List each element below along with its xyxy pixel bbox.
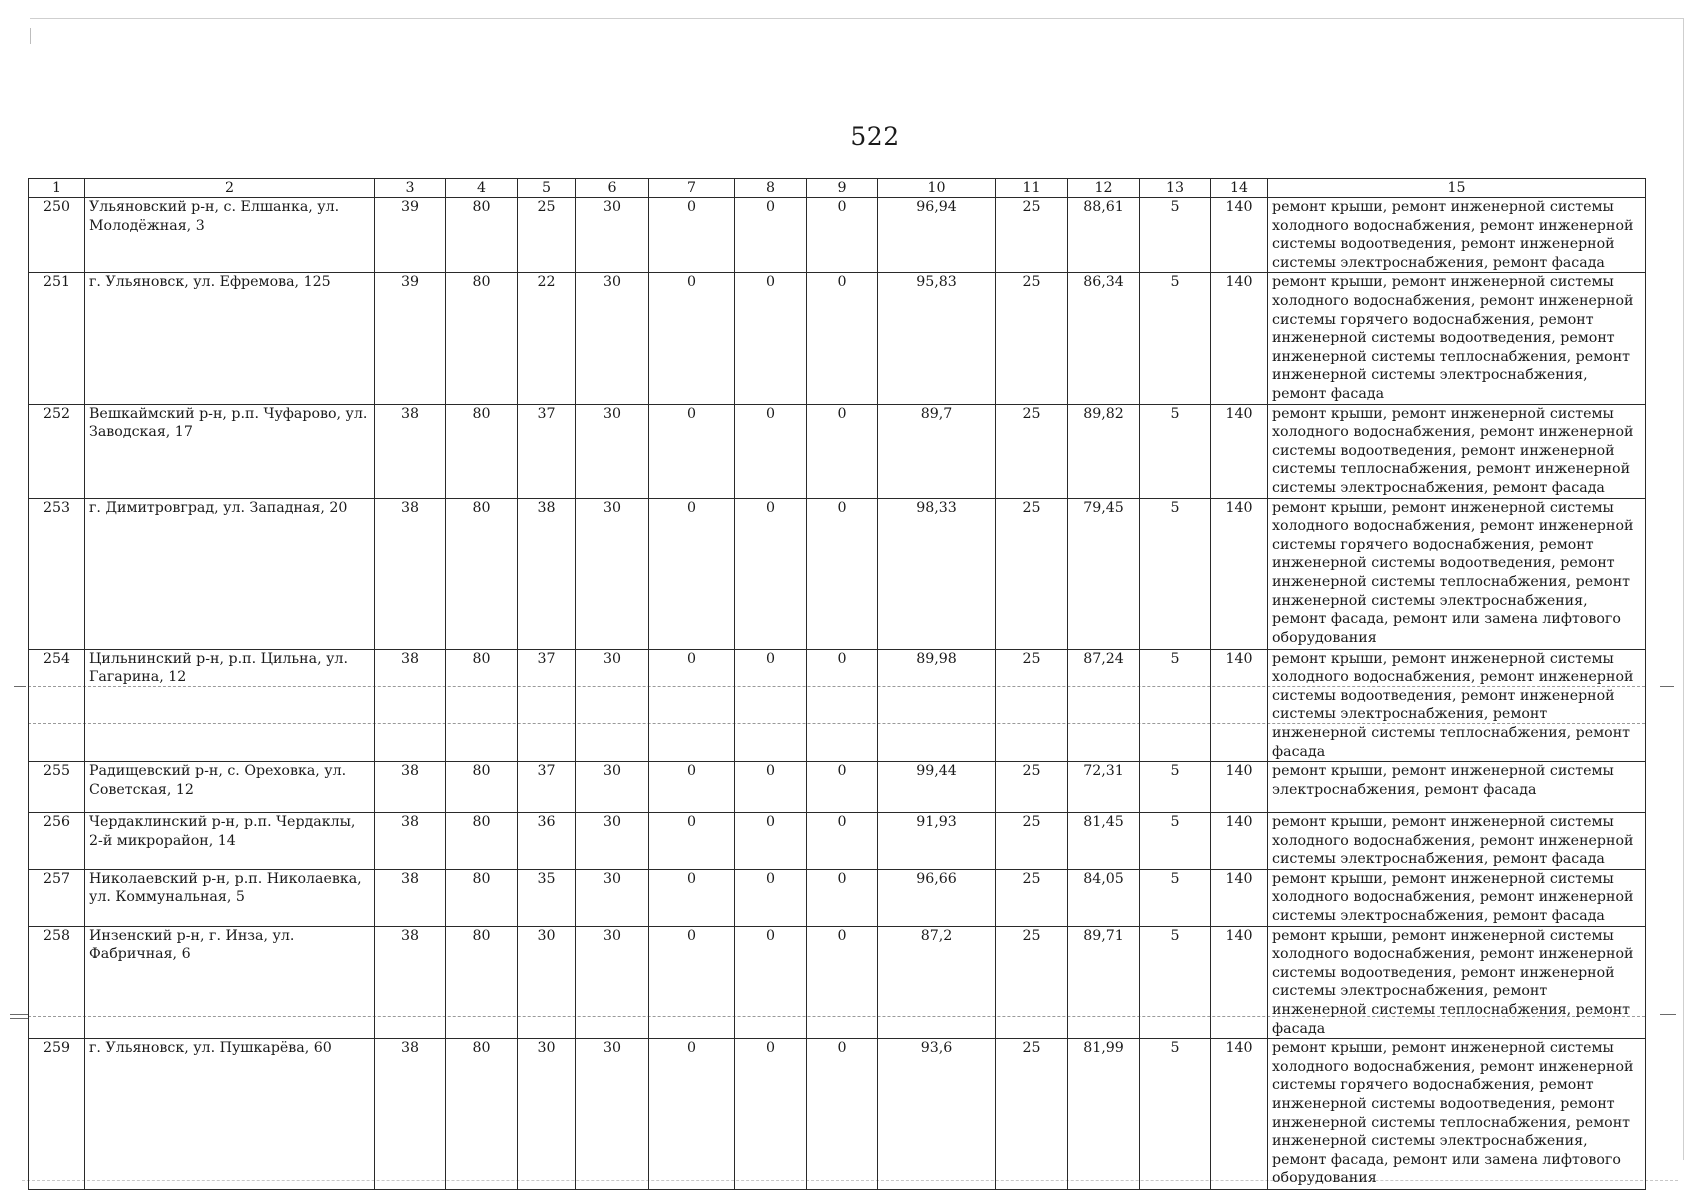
value-cell: 140 xyxy=(1211,813,1268,870)
value-cell: 88,61 xyxy=(1068,198,1140,273)
value-cell: 140 xyxy=(1211,762,1268,813)
value-cell: 140 xyxy=(1211,404,1268,498)
column-header: 10 xyxy=(878,179,996,198)
value-cell: 5 xyxy=(1140,813,1211,870)
value-cell: 0 xyxy=(735,926,807,1039)
value-cell: 0 xyxy=(807,869,878,926)
value-cell: 30 xyxy=(576,813,649,870)
value-cell: 0 xyxy=(649,1039,735,1190)
scan-border-top xyxy=(30,18,1684,19)
address-cell: Ульяновский р-н, с. Елшанка, ул. Молодёжная, 3 xyxy=(85,198,375,273)
value-cell: 0 xyxy=(807,1039,878,1190)
value-cell: 80 xyxy=(446,926,518,1039)
value-cell: 0 xyxy=(649,198,735,273)
value-cell: 0 xyxy=(807,649,878,762)
works-cell: ремонт крыши, ремонт инженерной системы холодного водоснабжения, ремонт инженерной системы горячего водоснабжения, ремонт инженерной системы водоотведения, ремонт инженерной системы теплоснабжения, ремонт инженерной системы электроснабжения, ремонт фасада xyxy=(1268,273,1646,404)
table-row xyxy=(29,762,1646,813)
value-cell: 0 xyxy=(649,869,735,926)
value-cell: 5 xyxy=(1140,498,1211,649)
binding-mark xyxy=(14,686,26,687)
value-cell: 96,94 xyxy=(878,198,996,273)
value-cell: 38 xyxy=(375,649,446,762)
value-cell: 36 xyxy=(518,813,576,870)
value-cell: 0 xyxy=(807,404,878,498)
value-cell: 80 xyxy=(446,869,518,926)
column-header: 15 xyxy=(1268,179,1646,198)
value-cell: 79,45 xyxy=(1068,498,1140,649)
value-cell: 30 xyxy=(576,273,649,404)
value-cell: 89,82 xyxy=(1068,404,1140,498)
value-cell: 0 xyxy=(735,498,807,649)
value-cell: 80 xyxy=(446,649,518,762)
value-cell: 30 xyxy=(518,926,576,1039)
value-cell: 5 xyxy=(1140,926,1211,1039)
value-cell: 30 xyxy=(576,198,649,273)
value-cell: 98,33 xyxy=(878,498,996,649)
value-cell: 84,05 xyxy=(1068,869,1140,926)
value-cell: 0 xyxy=(649,498,735,649)
value-cell: 0 xyxy=(735,649,807,762)
row-number: 258 xyxy=(29,926,85,1039)
value-cell: 80 xyxy=(446,498,518,649)
value-cell: 81,45 xyxy=(1068,813,1140,870)
column-header: 14 xyxy=(1211,179,1268,198)
value-cell: 30 xyxy=(576,762,649,813)
value-cell: 30 xyxy=(518,1039,576,1190)
value-cell: 72,31 xyxy=(1068,762,1140,813)
value-cell: 38 xyxy=(375,404,446,498)
value-cell: 25 xyxy=(996,869,1068,926)
value-cell: 0 xyxy=(649,762,735,813)
value-cell: 39 xyxy=(375,273,446,404)
binding-mark xyxy=(1660,1014,1676,1015)
value-cell: 80 xyxy=(446,404,518,498)
address-cell: Цильнинский р-н, р.п. Цильна, ул. Гагарина, 12 xyxy=(85,649,375,762)
value-cell: 5 xyxy=(1140,649,1211,762)
binding-mark xyxy=(10,1014,28,1015)
value-cell: 38 xyxy=(375,498,446,649)
value-cell: 0 xyxy=(649,273,735,404)
value-cell: 25 xyxy=(996,762,1068,813)
works-cell: ремонт крыши, ремонт инженерной системы электроснабжения, ремонт фасада xyxy=(1268,762,1646,813)
value-cell: 25 xyxy=(996,404,1068,498)
value-cell: 0 xyxy=(735,762,807,813)
value-cell: 25 xyxy=(996,498,1068,649)
value-cell: 30 xyxy=(576,1039,649,1190)
value-cell: 0 xyxy=(807,762,878,813)
column-header: 6 xyxy=(576,179,649,198)
value-cell: 80 xyxy=(446,198,518,273)
table-row xyxy=(29,926,1646,1039)
value-cell: 93,6 xyxy=(878,1039,996,1190)
value-cell: 5 xyxy=(1140,1039,1211,1190)
value-cell: 0 xyxy=(807,273,878,404)
value-cell: 81,99 xyxy=(1068,1039,1140,1190)
works-cell: ремонт крыши, ремонт инженерной системы холодного водоснабжения, ремонт инженерной системы горячего водоснабжения, ремонт инженерной системы водоотведения, ремонт инженерной системы теплоснабжения, ремонт инженерной системы электроснабжения, ремонт фасада, ремонт или замена лифтового оборудования xyxy=(1268,498,1646,649)
value-cell: 30 xyxy=(576,404,649,498)
column-header: 1 xyxy=(29,179,85,198)
value-cell: 91,93 xyxy=(878,813,996,870)
column-header: 11 xyxy=(996,179,1068,198)
row-number: 255 xyxy=(29,762,85,813)
table-row xyxy=(29,498,1646,649)
works-cell: ремонт крыши, ремонт инженерной системы холодного водоснабжения, ремонт инженерной системы электроснабжения, ремонт фасада xyxy=(1268,869,1646,926)
address-cell: г. Димитровград, ул. Западная, 20 xyxy=(85,498,375,649)
value-cell: 37 xyxy=(518,649,576,762)
value-cell: 140 xyxy=(1211,1039,1268,1190)
value-cell: 30 xyxy=(576,869,649,926)
value-cell: 0 xyxy=(735,813,807,870)
value-cell: 80 xyxy=(446,813,518,870)
value-cell: 5 xyxy=(1140,273,1211,404)
value-cell: 5 xyxy=(1140,869,1211,926)
address-cell: г. Ульяновск, ул. Ефремова, 125 xyxy=(85,273,375,404)
value-cell: 5 xyxy=(1140,762,1211,813)
table-row xyxy=(29,273,1646,404)
value-cell: 0 xyxy=(649,813,735,870)
value-cell: 35 xyxy=(518,869,576,926)
value-cell: 80 xyxy=(446,1039,518,1190)
value-cell: 140 xyxy=(1211,273,1268,404)
value-cell: 25 xyxy=(996,813,1068,870)
value-cell: 89,7 xyxy=(878,404,996,498)
column-header: 4 xyxy=(446,179,518,198)
address-cell: Чердаклинский р-н, р.п. Чердаклы, 2-й микрорайон, 14 xyxy=(85,813,375,870)
value-cell: 0 xyxy=(735,273,807,404)
row-number: 254 xyxy=(29,649,85,762)
column-header: 13 xyxy=(1140,179,1211,198)
value-cell: 38 xyxy=(375,926,446,1039)
value-cell: 80 xyxy=(446,273,518,404)
value-cell: 140 xyxy=(1211,926,1268,1039)
works-cell: ремонт крыши, ремонт инженерной системы холодного водоснабжения, ремонт инженерной системы электроснабжения, ремонт фасада xyxy=(1268,813,1646,870)
value-cell: 140 xyxy=(1211,649,1268,762)
row-number: 252 xyxy=(29,404,85,498)
address-cell: Николаевский р-н, р.п. Николаевка, ул. Коммунальная, 5 xyxy=(85,869,375,926)
column-header: 9 xyxy=(807,179,878,198)
value-cell: 38 xyxy=(518,498,576,649)
address-cell: г. Ульяновск, ул. Пушкарёва, 60 xyxy=(85,1039,375,1190)
row-number: 250 xyxy=(29,198,85,273)
value-cell: 5 xyxy=(1140,198,1211,273)
row-number: 253 xyxy=(29,498,85,649)
value-cell: 0 xyxy=(735,869,807,926)
register-table xyxy=(28,178,1646,1190)
value-cell: 0 xyxy=(649,649,735,762)
row-number: 251 xyxy=(29,273,85,404)
value-cell: 0 xyxy=(807,198,878,273)
row-number: 259 xyxy=(29,1039,85,1190)
table-row xyxy=(29,404,1646,498)
page-number: 522 xyxy=(850,122,900,151)
row-number: 256 xyxy=(29,813,85,870)
works-cell: ремонт крыши, ремонт инженерной системы холодного водоснабжения, ремонт инженерной системы водоотведения, ремонт инженерной системы электроснабжения, ремонт фасада xyxy=(1268,198,1646,273)
table-row xyxy=(29,1039,1646,1190)
value-cell: 25 xyxy=(996,1039,1068,1190)
value-cell: 89,71 xyxy=(1068,926,1140,1039)
value-cell: 38 xyxy=(375,869,446,926)
value-cell: 25 xyxy=(996,198,1068,273)
value-cell: 37 xyxy=(518,404,576,498)
value-cell: 38 xyxy=(375,762,446,813)
value-cell: 0 xyxy=(807,926,878,1039)
value-cell: 39 xyxy=(375,198,446,273)
address-cell: Инзенский р-н, г. Инза, ул. Фабричная, 6 xyxy=(85,926,375,1039)
table-row xyxy=(29,198,1646,273)
column-header: 8 xyxy=(735,179,807,198)
works-cell: ремонт крыши, ремонт инженерной системы холодного водоснабжения, ремонт инженерной системы водоотведения, ремонт инженерной системы электроснабжения, ремонт инженерной системы теплоснабжения, ремонт фасада xyxy=(1268,926,1646,1039)
table-row xyxy=(29,649,1646,762)
column-header: 7 xyxy=(649,179,735,198)
value-cell: 140 xyxy=(1211,869,1268,926)
value-cell: 38 xyxy=(375,813,446,870)
value-cell: 140 xyxy=(1211,498,1268,649)
address-cell: Вешкаймский р-н, р.п. Чуфарово, ул. Заводская, 17 xyxy=(85,404,375,498)
value-cell: 25 xyxy=(996,649,1068,762)
value-cell: 37 xyxy=(518,762,576,813)
table-row xyxy=(29,869,1646,926)
works-cell: ремонт крыши, ремонт инженерной системы холодного водоснабжения, ремонт инженерной системы водоотведения, ремонт инженерной системы электроснабжения, ремонт инженерной системы теплоснабжения, ремонт фасада xyxy=(1268,649,1646,762)
value-cell: 0 xyxy=(649,404,735,498)
works-cell: ремонт крыши, ремонт инженерной системы холодного водоснабжения, ремонт инженерной системы водоотведения, ремонт инженерной системы теплоснабжения, ремонт инженерной системы электроснабжения, ремонт фасада xyxy=(1268,404,1646,498)
value-cell: 80 xyxy=(446,762,518,813)
column-header: 12 xyxy=(1068,179,1140,198)
value-cell: 99,44 xyxy=(878,762,996,813)
register-table-container xyxy=(28,178,1645,1190)
value-cell: 86,34 xyxy=(1068,273,1140,404)
value-cell: 0 xyxy=(735,198,807,273)
column-header: 5 xyxy=(518,179,576,198)
scan-border-right xyxy=(1683,18,1684,1160)
column-header: 2 xyxy=(85,179,375,198)
value-cell: 30 xyxy=(576,649,649,762)
table-row xyxy=(29,813,1646,870)
value-cell: 5 xyxy=(1140,404,1211,498)
value-cell: 0 xyxy=(807,813,878,870)
value-cell: 25 xyxy=(518,198,576,273)
value-cell: 22 xyxy=(518,273,576,404)
value-cell: 87,2 xyxy=(878,926,996,1039)
value-cell: 89,98 xyxy=(878,649,996,762)
value-cell: 0 xyxy=(735,1039,807,1190)
value-cell: 0 xyxy=(649,926,735,1039)
value-cell: 95,83 xyxy=(878,273,996,404)
value-cell: 25 xyxy=(996,273,1068,404)
value-cell: 87,24 xyxy=(1068,649,1140,762)
binding-mark xyxy=(10,1018,28,1019)
value-cell: 30 xyxy=(576,926,649,1039)
scan-border-left-mark xyxy=(30,28,31,44)
column-header: 3 xyxy=(375,179,446,198)
row-number: 257 xyxy=(29,869,85,926)
address-cell: Радищевский р-н, с. Ореховка, ул. Советская, 12 xyxy=(85,762,375,813)
binding-mark xyxy=(1660,686,1674,687)
works-cell: ремонт крыши, ремонт инженерной системы холодного водоснабжения, ремонт инженерной системы горячего водоснабжения, ремонт инженерной системы водоотведения, ремонт инженерной системы теплоснабжения, ремонт инженерной системы электроснабжения, ремонт фасада, ремонт или замена лифтового оборудования xyxy=(1268,1039,1646,1190)
value-cell: 0 xyxy=(807,498,878,649)
value-cell: 96,66 xyxy=(878,869,996,926)
value-cell: 140 xyxy=(1211,198,1268,273)
value-cell: 30 xyxy=(576,498,649,649)
value-cell: 38 xyxy=(375,1039,446,1190)
value-cell: 25 xyxy=(996,926,1068,1039)
header-row xyxy=(29,179,1646,198)
value-cell: 0 xyxy=(735,404,807,498)
